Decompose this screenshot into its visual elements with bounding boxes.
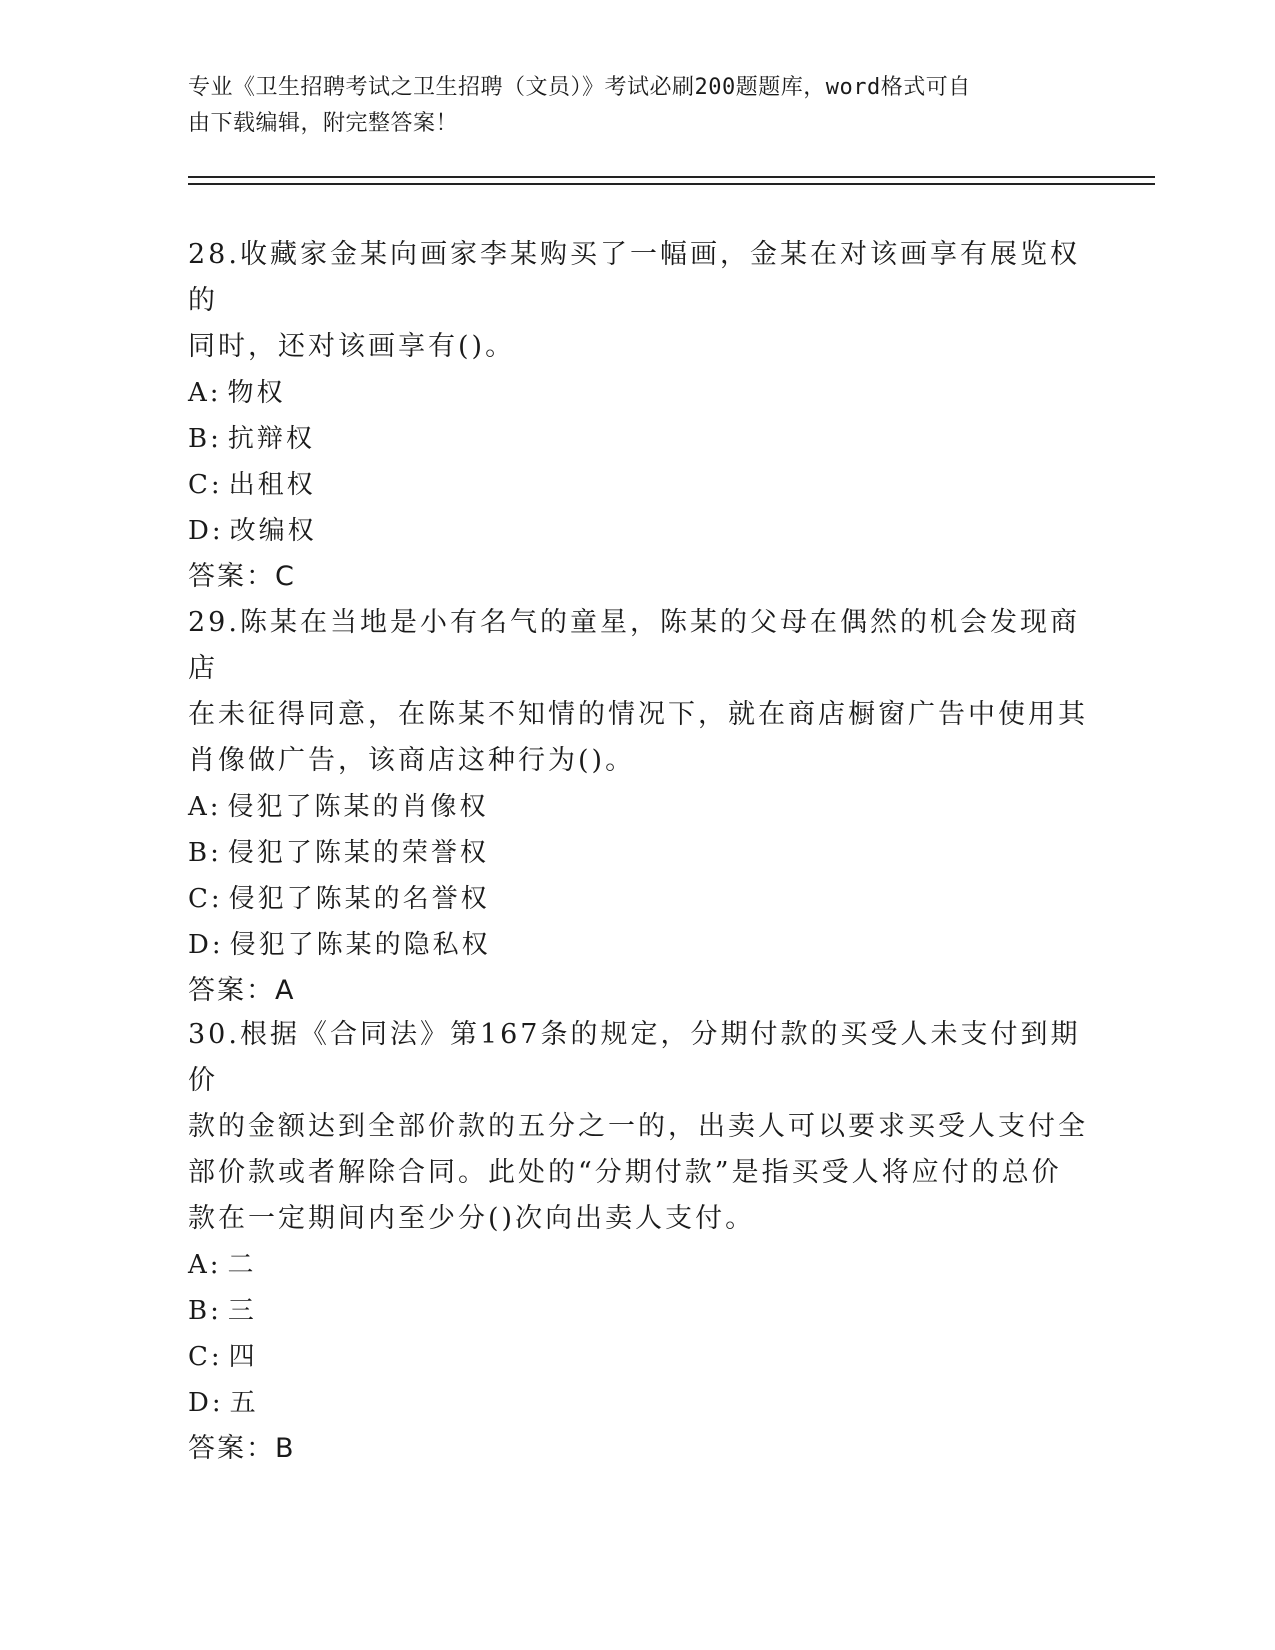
document-header: [188, 70, 1068, 142]
option-d: [188, 922, 1088, 968]
option-c: [188, 1334, 1088, 1380]
option-c: [188, 462, 1088, 508]
question-line: 款在一定期间内至少分()次向出卖人支付。: [188, 1203, 756, 1234]
option-key: A:: [188, 378, 222, 408]
option-text: 物权: [227, 378, 286, 408]
option-key: A:: [188, 792, 222, 822]
option-key: A:: [188, 1250, 222, 1280]
option-text: 改编权: [229, 516, 317, 546]
option-key: D:: [188, 1388, 224, 1418]
question-28: [188, 232, 1088, 600]
question-line: 在未征得同意，在陈某不知情的情况下，就在商店橱窗广告中使用其: [188, 699, 1088, 730]
option-key: B:: [188, 424, 222, 454]
option-d: [188, 1380, 1088, 1426]
answer-line: 答案：C: [188, 561, 296, 592]
question-line: 同时，还对该画享有()。: [188, 331, 516, 362]
option-text: 三: [227, 1296, 257, 1326]
answer-line: 答案：B: [188, 1433, 296, 1464]
question-stem: [188, 600, 1088, 784]
option-text: 侵犯了陈某的隐私权: [229, 930, 491, 960]
option-b: [188, 830, 1088, 876]
option-c: [188, 876, 1088, 922]
question-stem: [188, 1012, 1088, 1242]
option-text: 侵犯了陈某的肖像权: [227, 792, 489, 822]
option-key: B:: [188, 838, 222, 868]
question-line: 30.根据《合同法》第167条的规定，分期付款的买受人未支付到期价: [188, 1019, 1081, 1096]
question-line: 28.收藏家金某向画家李某购买了一幅画，金某在对该画享有展览权的: [188, 239, 1080, 316]
option-text: 抗辩权: [227, 424, 315, 454]
option-list: [188, 370, 1088, 554]
option-key: B:: [188, 1296, 222, 1326]
option-b: [188, 416, 1088, 462]
option-list: [188, 784, 1088, 968]
option-a: [188, 1242, 1088, 1288]
header-divider-bottom: [188, 183, 1155, 185]
question-30: [188, 1012, 1088, 1472]
option-key: C:: [188, 1342, 223, 1372]
option-a: [188, 370, 1088, 416]
header-line-2: 由下载编辑，附完整答案！: [188, 111, 459, 136]
question-29: [188, 600, 1088, 1014]
question-line: 款的金额达到全部价款的五分之一的，出卖人可以要求买受人支付全: [188, 1111, 1088, 1142]
question-line: 肖像做广告，该商店这种行为()。: [188, 745, 636, 776]
question-line: 部价款或者解除合同。此处的“分期付款”是指买受人将应付的总价: [188, 1157, 1062, 1188]
option-text: 侵犯了陈某的荣誉权: [227, 838, 489, 868]
option-key: D:: [188, 516, 224, 546]
option-a: [188, 784, 1088, 830]
option-key: C:: [188, 470, 223, 500]
header-divider-top: [188, 176, 1155, 178]
option-text: 出租权: [228, 470, 316, 500]
question-stem: [188, 232, 1088, 370]
option-text: 四: [228, 1342, 258, 1372]
option-key: C:: [188, 884, 223, 914]
question-line: 29.陈某在当地是小有名气的童星，陈某的父母在偶然的机会发现商店: [188, 607, 1080, 684]
option-d: [188, 508, 1088, 554]
option-text: 侵犯了陈某的名誉权: [228, 884, 490, 914]
option-list: [188, 1242, 1088, 1426]
option-key: D:: [188, 930, 224, 960]
option-text: 五: [229, 1388, 259, 1418]
option-text: 二: [227, 1250, 257, 1280]
option-b: [188, 1288, 1088, 1334]
header-line-1: 专业《卫生招聘考试之卫生招聘（文员）》考试必刷200题题库，word格式可自: [188, 75, 971, 100]
answer-line: 答案：A: [188, 975, 296, 1006]
